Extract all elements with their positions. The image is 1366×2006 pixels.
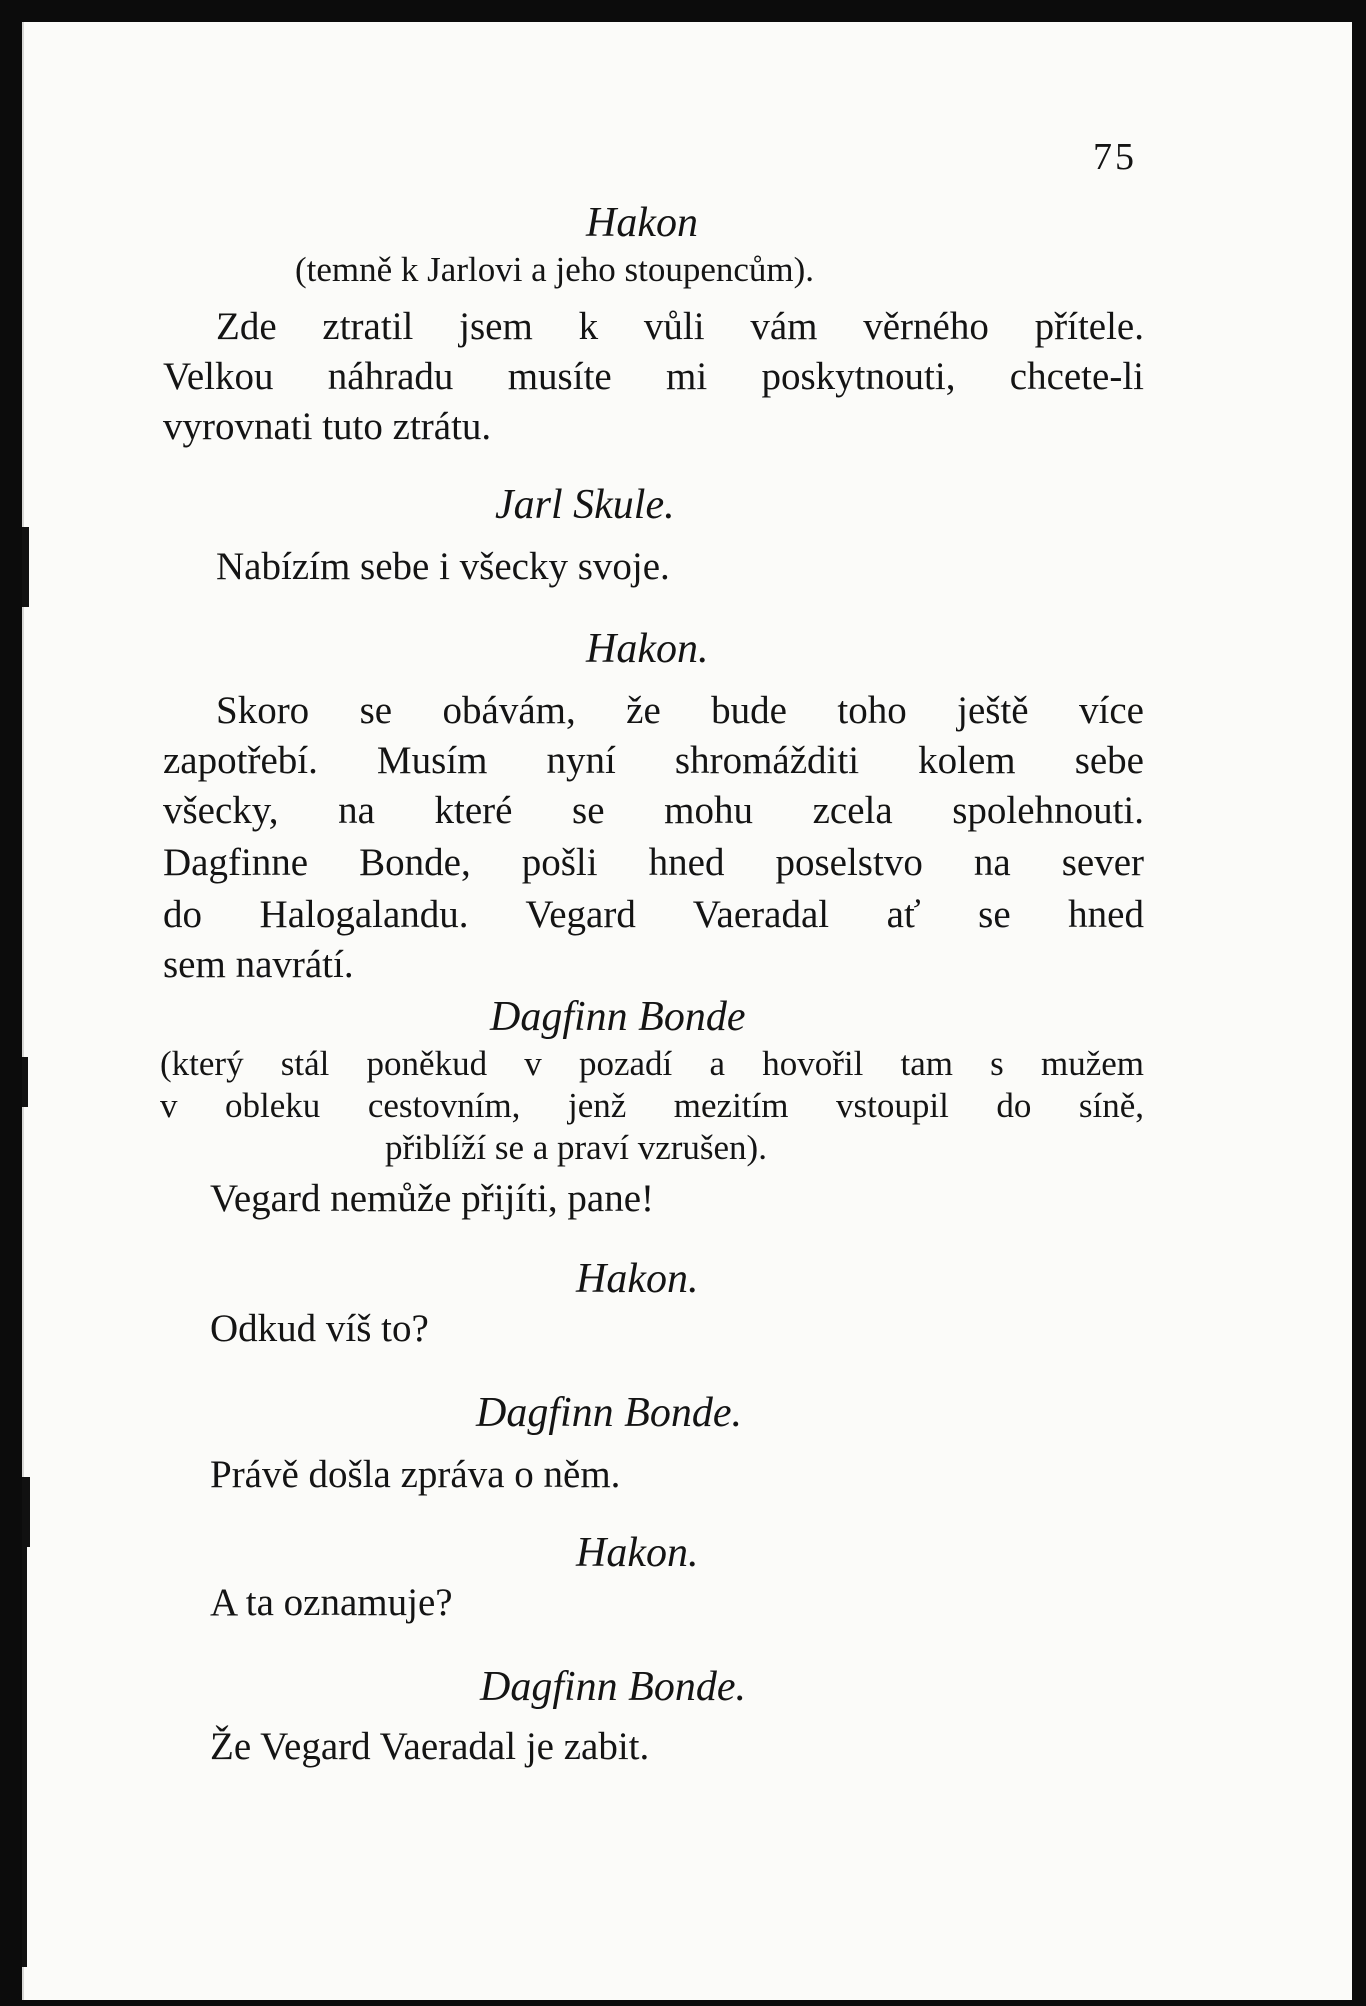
stage-direction-line: (který stál poněkud v pozadí a hovořil tam s mužem — [160, 1044, 1144, 1083]
binding-edge-mark — [22, 1057, 28, 1107]
speech-line: sem navrátí. — [163, 943, 354, 986]
speech-line: Velkou náhradu musíte mi poskytnouti, chcete-li — [163, 355, 1144, 398]
speaker-label: Hakon — [586, 200, 698, 246]
speech-line: Odkud víš to? — [210, 1307, 429, 1350]
stage-direction-line: (temně k Jarlovi a jeho stoupencům). — [295, 250, 815, 289]
speaker-label: Hakon. — [586, 626, 709, 672]
speech-line: zapotřebí. Musím nyní shromážditi kolem sebe — [163, 739, 1144, 782]
binding-edge-mark — [22, 1547, 27, 1967]
speaker-label: Dagfinn Bonde. — [476, 1390, 742, 1436]
page-number: 75 — [1093, 136, 1137, 178]
speaker-label: Dagfinn Bonde. — [480, 1664, 746, 1710]
stage-direction-line: přiblíží se a praví vzrušen). — [385, 1128, 767, 1167]
speaker-label: Hakon. — [576, 1256, 699, 1302]
speech-line: vyrovnati tuto ztrátu. — [163, 405, 492, 448]
speaker-label: Dagfinn Bonde — [490, 994, 746, 1040]
speech-line: Že Vegard Vaeradal je zabit. — [210, 1725, 650, 1768]
speech-line: Dagfinne Bonde, pošli hned poselstvo na sever — [163, 841, 1144, 884]
stage-direction-line: v obleku cestovním, jenž mezitím vstoupil do síně, — [160, 1086, 1144, 1125]
speech-line: Právě došla zpráva o něm. — [210, 1453, 621, 1496]
speech-line: všecky, na které se mohu zcela spolehnouti. — [163, 789, 1144, 832]
speech-line: Nabízím sebe i všecky svoje. — [216, 545, 670, 588]
binding-edge-mark — [22, 527, 29, 607]
speech-line: Skoro se obávám, že bude toho ještě více — [216, 689, 1144, 732]
speech-line: Zde ztratil jsem k vůli vám věrného přítele. — [216, 305, 1144, 348]
speech-line: do Halogalandu. Vegard Vaeradal ať se hned — [163, 893, 1144, 936]
binding-edge-mark — [22, 1477, 30, 1547]
speech-line: A ta oznamuje? — [210, 1581, 453, 1624]
speaker-label: Jarl Skule. — [495, 482, 675, 528]
speech-line: Vegard nemůže přijíti, pane! — [210, 1177, 654, 1220]
speaker-label: Hakon. — [576, 1530, 699, 1576]
